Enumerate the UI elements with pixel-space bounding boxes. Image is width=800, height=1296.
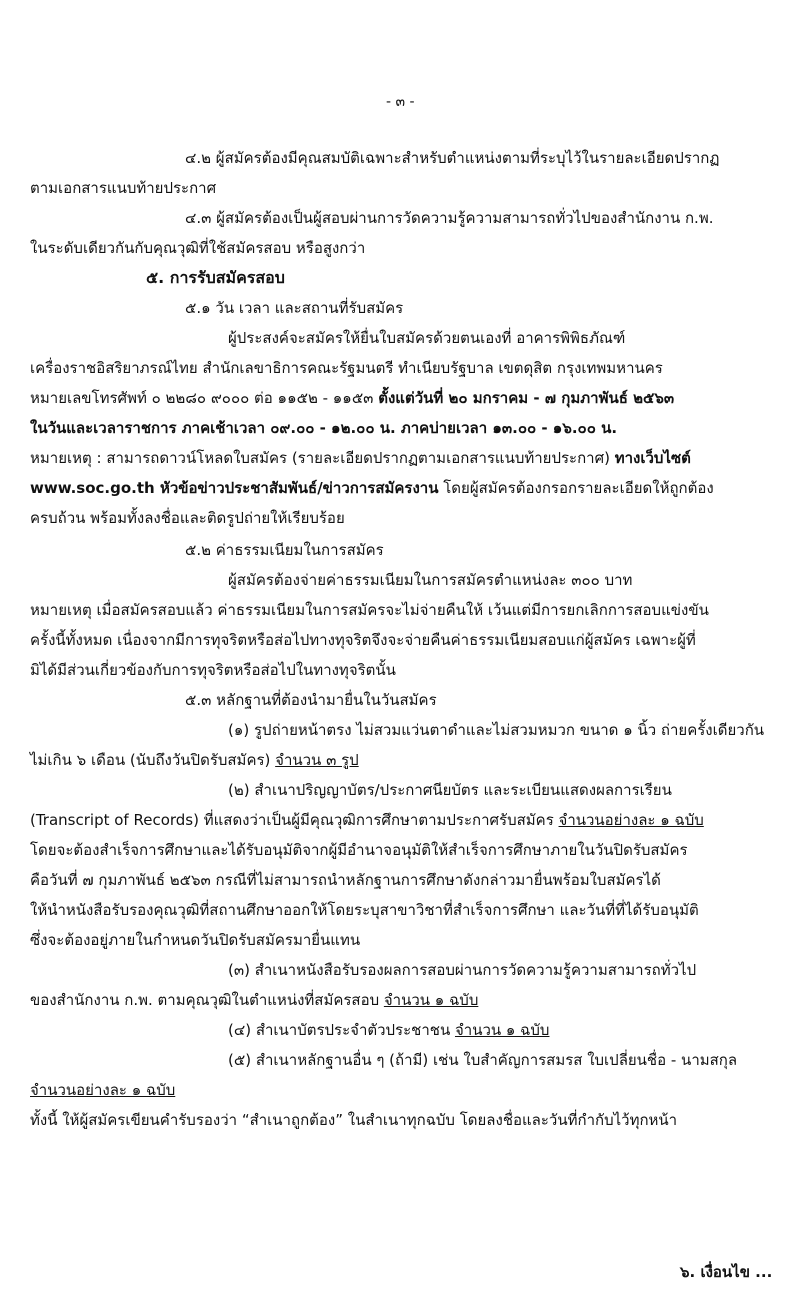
doc-1-text: ไม่เกิน ๖ เดือน (นับถึงวันปิดรับสมัคร) bbox=[30, 751, 276, 769]
fee-note-line: มิได้มีส่วนเกี่ยวข้องกับการทุจริตหรือส่อไปในทางทุจริตนั้น bbox=[30, 661, 396, 679]
doc-3-text: ของสำนักงาน ก.พ. ตามคุณวุฒิในตำแหน่งที่สมัครสอบ bbox=[30, 991, 384, 1009]
fee-note-line: หมายเหตุ เมื่อสมัครสอบแล้ว ค่าธรรมเนียมในการสมัครจะไม่จ่ายคืนให้ เว้นแต่มีการยกเลิกการสอบแข่งขัน bbox=[30, 601, 709, 619]
page-number: - ๓ - bbox=[386, 94, 415, 110]
note-download-line: ครบถ้วน พร้อมทั้งลงชื่อและติดรูปถ่ายให้เรียบร้อย bbox=[30, 509, 345, 527]
note-download-text: หมายเหตุ : สามารถดาวน์โหลดใบสมัคร (รายละเอียดปรากฏตามเอกสารแนบท้ายประกาศ) bbox=[30, 449, 615, 467]
doc-4-text: (๔) สำเนาบัตรประจำตัวประชาชน bbox=[228, 1021, 455, 1039]
phone-text: หมายเลขโทรศัพท์ ๐ ๒๒๘๐ ๙๐๐๐ ต่อ ๑๑๕๒ - ๑๑๕๓ bbox=[30, 389, 379, 407]
doc-2-text: (Transcript of Records) ที่แสดงว่าเป็นผู้มีคุณวุฒิการศึกษาตามประกาศรับสมัคร bbox=[30, 811, 559, 829]
doc-2-line: ให้นำหนังสือรับรองคุณวุฒิที่สถานศึกษาออกให้โดยระบุสาขาวิชาที่สำเร็จการศึกษา และวันที่ที่ได้รับอนุมัติ bbox=[30, 901, 699, 919]
doc-2-line: (๒) สำเนาปริญญาบัตร/ประกาศนียบัตร และระเบียนแสดงผลการเรียน bbox=[228, 781, 672, 799]
doc-4-line bbox=[228, 1020, 549, 1040]
note-download-line bbox=[30, 448, 691, 468]
doc-3-quantity: จำนวน ๑ ฉบับ bbox=[383, 991, 479, 1009]
doc-1-line bbox=[30, 750, 359, 770]
item-4-3-line: ในระดับเดียวกันกับคุณวุฒิที่ใช้สมัครสอบ หรือสูงกว่า bbox=[30, 239, 366, 257]
doc-2-line: โดยจะต้องสำเร็จการศึกษาและได้รับอนุมัติจากผู้มีอำนาจอนุมัติให้สำเร็จการศึกษาภายในวันปิดรับสมัคร bbox=[30, 841, 688, 859]
item-5-1-line: ผู้ประสงค์จะสมัครให้ยื่นใบสมัครด้วยตนเองที่ อาคารพิพิธภัณฑ์ bbox=[228, 329, 626, 347]
item-5-3-heading: ๕.๓ หลักฐานที่ต้องนำมายื่นในวันสมัคร bbox=[185, 691, 437, 709]
fee-note-line: ครั้งนี้ทั้งหมด เนื่องจากมีการทุจริตหรือส่อไปทางทุจริตจึงจะจ่ายคืนค่าธรรมเนียมสอบแก่ผู้สมัคร เฉพาะผู้ที่ bbox=[30, 631, 696, 649]
item-5-1-heading: ๕.๑ วัน เวลา และสถานที่รับสมัคร bbox=[185, 299, 404, 317]
next-section-footer: ๖. เงื่อนไข ... bbox=[680, 1263, 773, 1281]
doc-2-quantity: จำนวนอย่างละ ๑ ฉบับ bbox=[558, 811, 704, 829]
doc-3-line bbox=[30, 990, 478, 1010]
doc-1-line: (๑) รูปถ่ายหน้าตรง ไม่สวมแว่นตาดำและไม่สวมหมวก ขนาด ๑ นิ้ว ถ่ายครั้งเดียวกัน bbox=[228, 721, 765, 739]
item-4-3-line: ๔.๓ ผู้สมัครต้องเป็นผู้สอบผ่านการวัดความรู้ความสามารถทั่วไปของสำนักงาน ก.พ. bbox=[185, 209, 714, 227]
item-5-1-line bbox=[30, 388, 674, 408]
website-label: ทางเว็บไซต์ bbox=[614, 449, 691, 467]
note-download-text: โดยผู้สมัครต้องกรอกรายละเอียดให้ถูกต้อง bbox=[438, 479, 714, 497]
doc-2-line bbox=[30, 810, 704, 830]
doc-2-line: คือวันที่ ๗ กุมภาพันธ์ ๒๕๖๓ กรณีที่ไม่สามารถนำหลักฐานการศึกษาดังกล่าวมายื่นพร้อมใบสมัครได้ bbox=[30, 871, 661, 889]
doc-2-line: ซึ่งจะต้องอยู่ภายในกำหนดวันปิดรับสมัครมายื่นแทน bbox=[30, 931, 361, 949]
item-5-1-line: เครื่องราชอิสริยาภรณ์ไทย สำนักเลขาธิการคณะรัฐมนตรี ทำเนียบรัฐบาล เขตดุสิต กรุงเทพมหานคร bbox=[30, 359, 663, 377]
application-dates: ตั้งแต่วันที่ ๒๐ มกราคม - ๗ กุมภาพันธ์ ๒๕๖๓ bbox=[378, 389, 675, 407]
office-hours: ในวันและเวลาราชการ ภาคเช้าเวลา ๐๙.๐๐ - ๑๒.๐๐ น. ภาคบ่ายเวลา ๑๓.๐๐ - ๑๖.๐๐ น. bbox=[30, 419, 618, 437]
doc-5-line: (๕) สำเนาหลักฐานอื่น ๆ (ถ้ามี) เช่น ใบสำคัญการสมรส ใบเปลี่ยนชื่อ - นามสกุล bbox=[228, 1051, 738, 1069]
doc-4-quantity: จำนวน ๑ ฉบับ bbox=[454, 1021, 550, 1039]
doc-5-quantity: จำนวนอย่างละ ๑ ฉบับ bbox=[30, 1081, 176, 1099]
website-link[interactable]: www.soc.go.th หัวข้อข่าวประชาสัมพันธ์/ข่าวการสมัครงาน bbox=[30, 479, 439, 497]
item-4-2-line: ๔.๒ ผู้สมัครต้องมีคุณสมบัติเฉพาะสำหรับตำแหน่งตามที่ระบุไว้ในรายละเอียดปรากฏ bbox=[185, 149, 720, 167]
doc-1-quantity: จำนวน ๓ รูป bbox=[275, 751, 359, 769]
certification-note: ทั้งนี้ ให้ผู้สมัครเขียนคำรับรองว่า “สำเนาถูกต้อง” ในสำเนาทุกฉบับ โดยลงชื่อและวันที่กำกับไว้ทุกหน้า bbox=[30, 1111, 678, 1129]
doc-3-line: (๓) สำเนาหนังสือรับรองผลการสอบผ่านการวัดความรู้ความสามารถทั่วไป bbox=[228, 961, 697, 979]
item-4-2-line: ตามเอกสารแนบท้ายประกาศ bbox=[30, 179, 217, 197]
item-5-2-line: ผู้สมัครต้องจ่ายค่าธรรมเนียมในการสมัครตำแหน่งละ ๓๐๐ บาท bbox=[228, 571, 633, 589]
section-5-heading: ๕. การรับสมัครสอบ bbox=[146, 268, 285, 287]
note-download-line bbox=[30, 478, 714, 498]
item-5-2-heading: ๕.๒ ค่าธรรมเนียมในการสมัคร bbox=[185, 541, 384, 559]
